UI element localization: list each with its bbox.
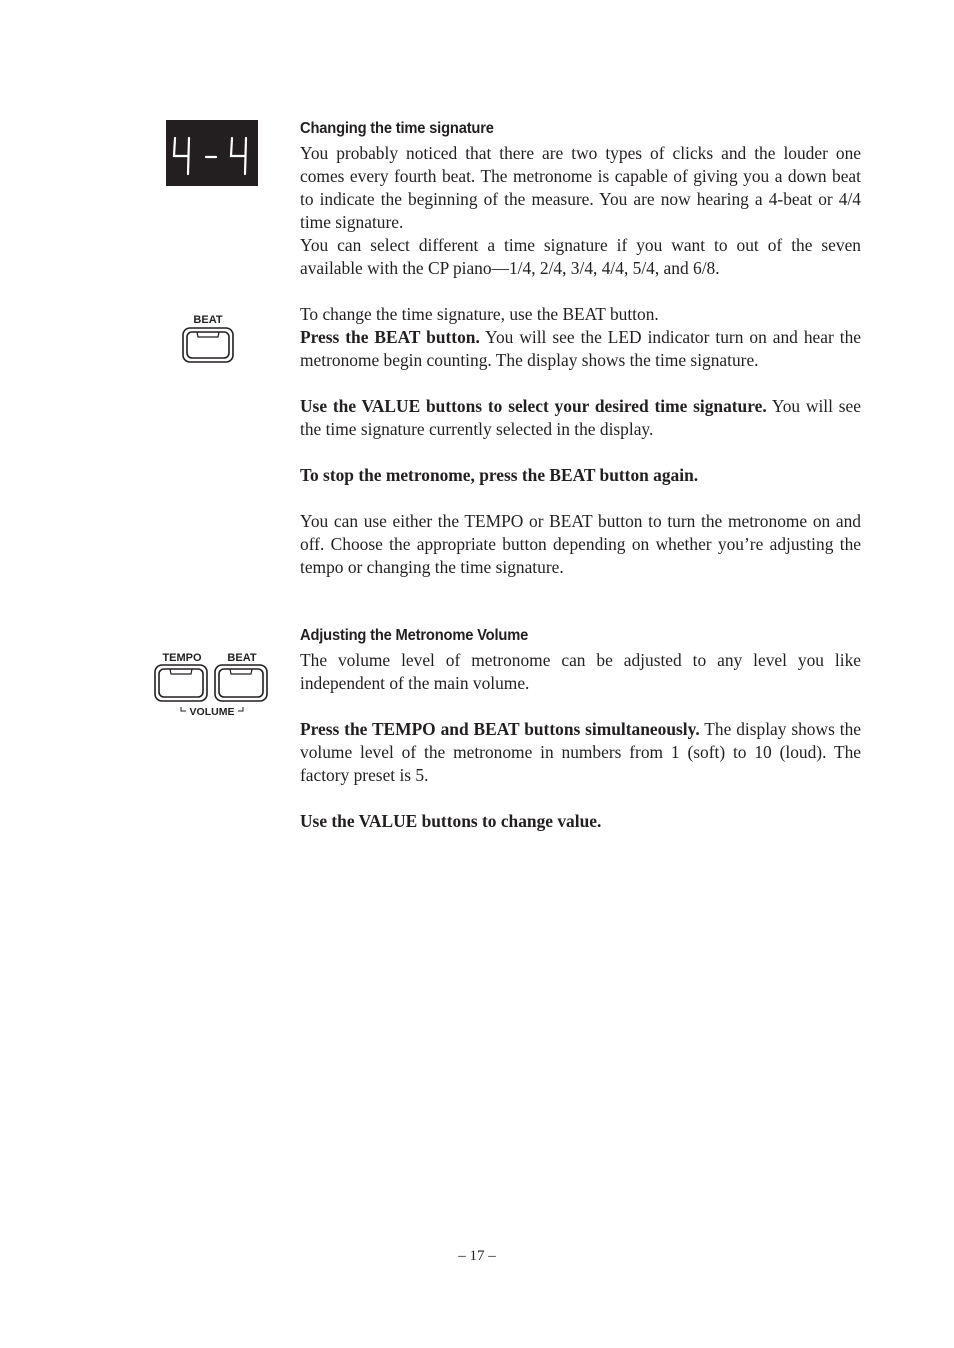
- instruction-value-buttons: Use the VALUE buttons to select your desired time signature.: [300, 396, 767, 416]
- svg-text:TEMPO: TEMPO: [162, 652, 202, 664]
- paragraph-value-buttons: [300, 395, 861, 441]
- section-heading-time-signature: Changing the time signature: [300, 120, 494, 137]
- paragraph-press-beat-text: You will see the LED indicator turn on and hear the metronome begin counting. The display shows the time signature.: [300, 327, 861, 370]
- paragraph-clicks: You probably noticed that there are two types of clicks and the louder one comes every fourth beat. The metronome is capable of giving you a down beat to indicate the beginning of the measure. You are now hearing a 4-beat or 4/4 time signature.: [300, 143, 861, 232]
- paragraph-value-buttons-text: You will see the time signature currently selected in the display.: [300, 396, 861, 439]
- paragraph-stop-metronome: [300, 464, 861, 487]
- paragraph-volume-level: The volume level of metronome can be adjusted to any level you like independent of the main volume.: [300, 650, 861, 693]
- instruction-change-value: Use the VALUE buttons to change value.: [300, 811, 602, 831]
- svg-text:BEAT: BEAT: [193, 314, 223, 326]
- paragraph-press-tempo-beat: [300, 718, 861, 787]
- paragraph-change-value: [300, 810, 861, 833]
- time-signature-readout-icon: [166, 120, 258, 186]
- tempo-beat-volume-icon: [152, 650, 272, 720]
- svg-text:BEAT: BEAT: [227, 652, 257, 664]
- paragraph-press-beat: [300, 326, 861, 372]
- paragraph-select-signature: You can select different a time signature if you want to out of the seven available with the CP piano—1/4, 2/4, 3/4, 4/4, 5/4, and 6/8.: [300, 235, 861, 278]
- svg-text:VOLUME: VOLUME: [189, 706, 235, 718]
- paragraph-press-tempo-beat-text: The display shows the volume level of the metronome in numbers from 1 (soft) to 10 (loud). The factory preset is 5.: [300, 719, 861, 785]
- instruction-press-tempo-beat: Press the TEMPO and BEAT buttons simultaneously.: [300, 719, 700, 739]
- paragraph-tempo-or-beat: You can use either the TEMPO or BEAT button to turn the metronome on and off. Choose the appropriate button depending on whether you’re adjusting the tempo or changing the time signature.: [300, 511, 861, 577]
- paragraph-use-beat: To change the time signature, use the BEAT button.: [300, 304, 659, 324]
- section-heading-metronome-volume: Adjusting the Metronome Volume: [300, 627, 529, 644]
- beat-button-icon: [180, 312, 236, 366]
- page-number: – 17 –: [458, 1248, 496, 1264]
- instruction-press-beat: Press the BEAT button.: [300, 327, 480, 347]
- instruction-stop-metronome: To stop the metronome, press the BEAT button again.: [300, 465, 699, 485]
- led-display: [166, 120, 258, 186]
